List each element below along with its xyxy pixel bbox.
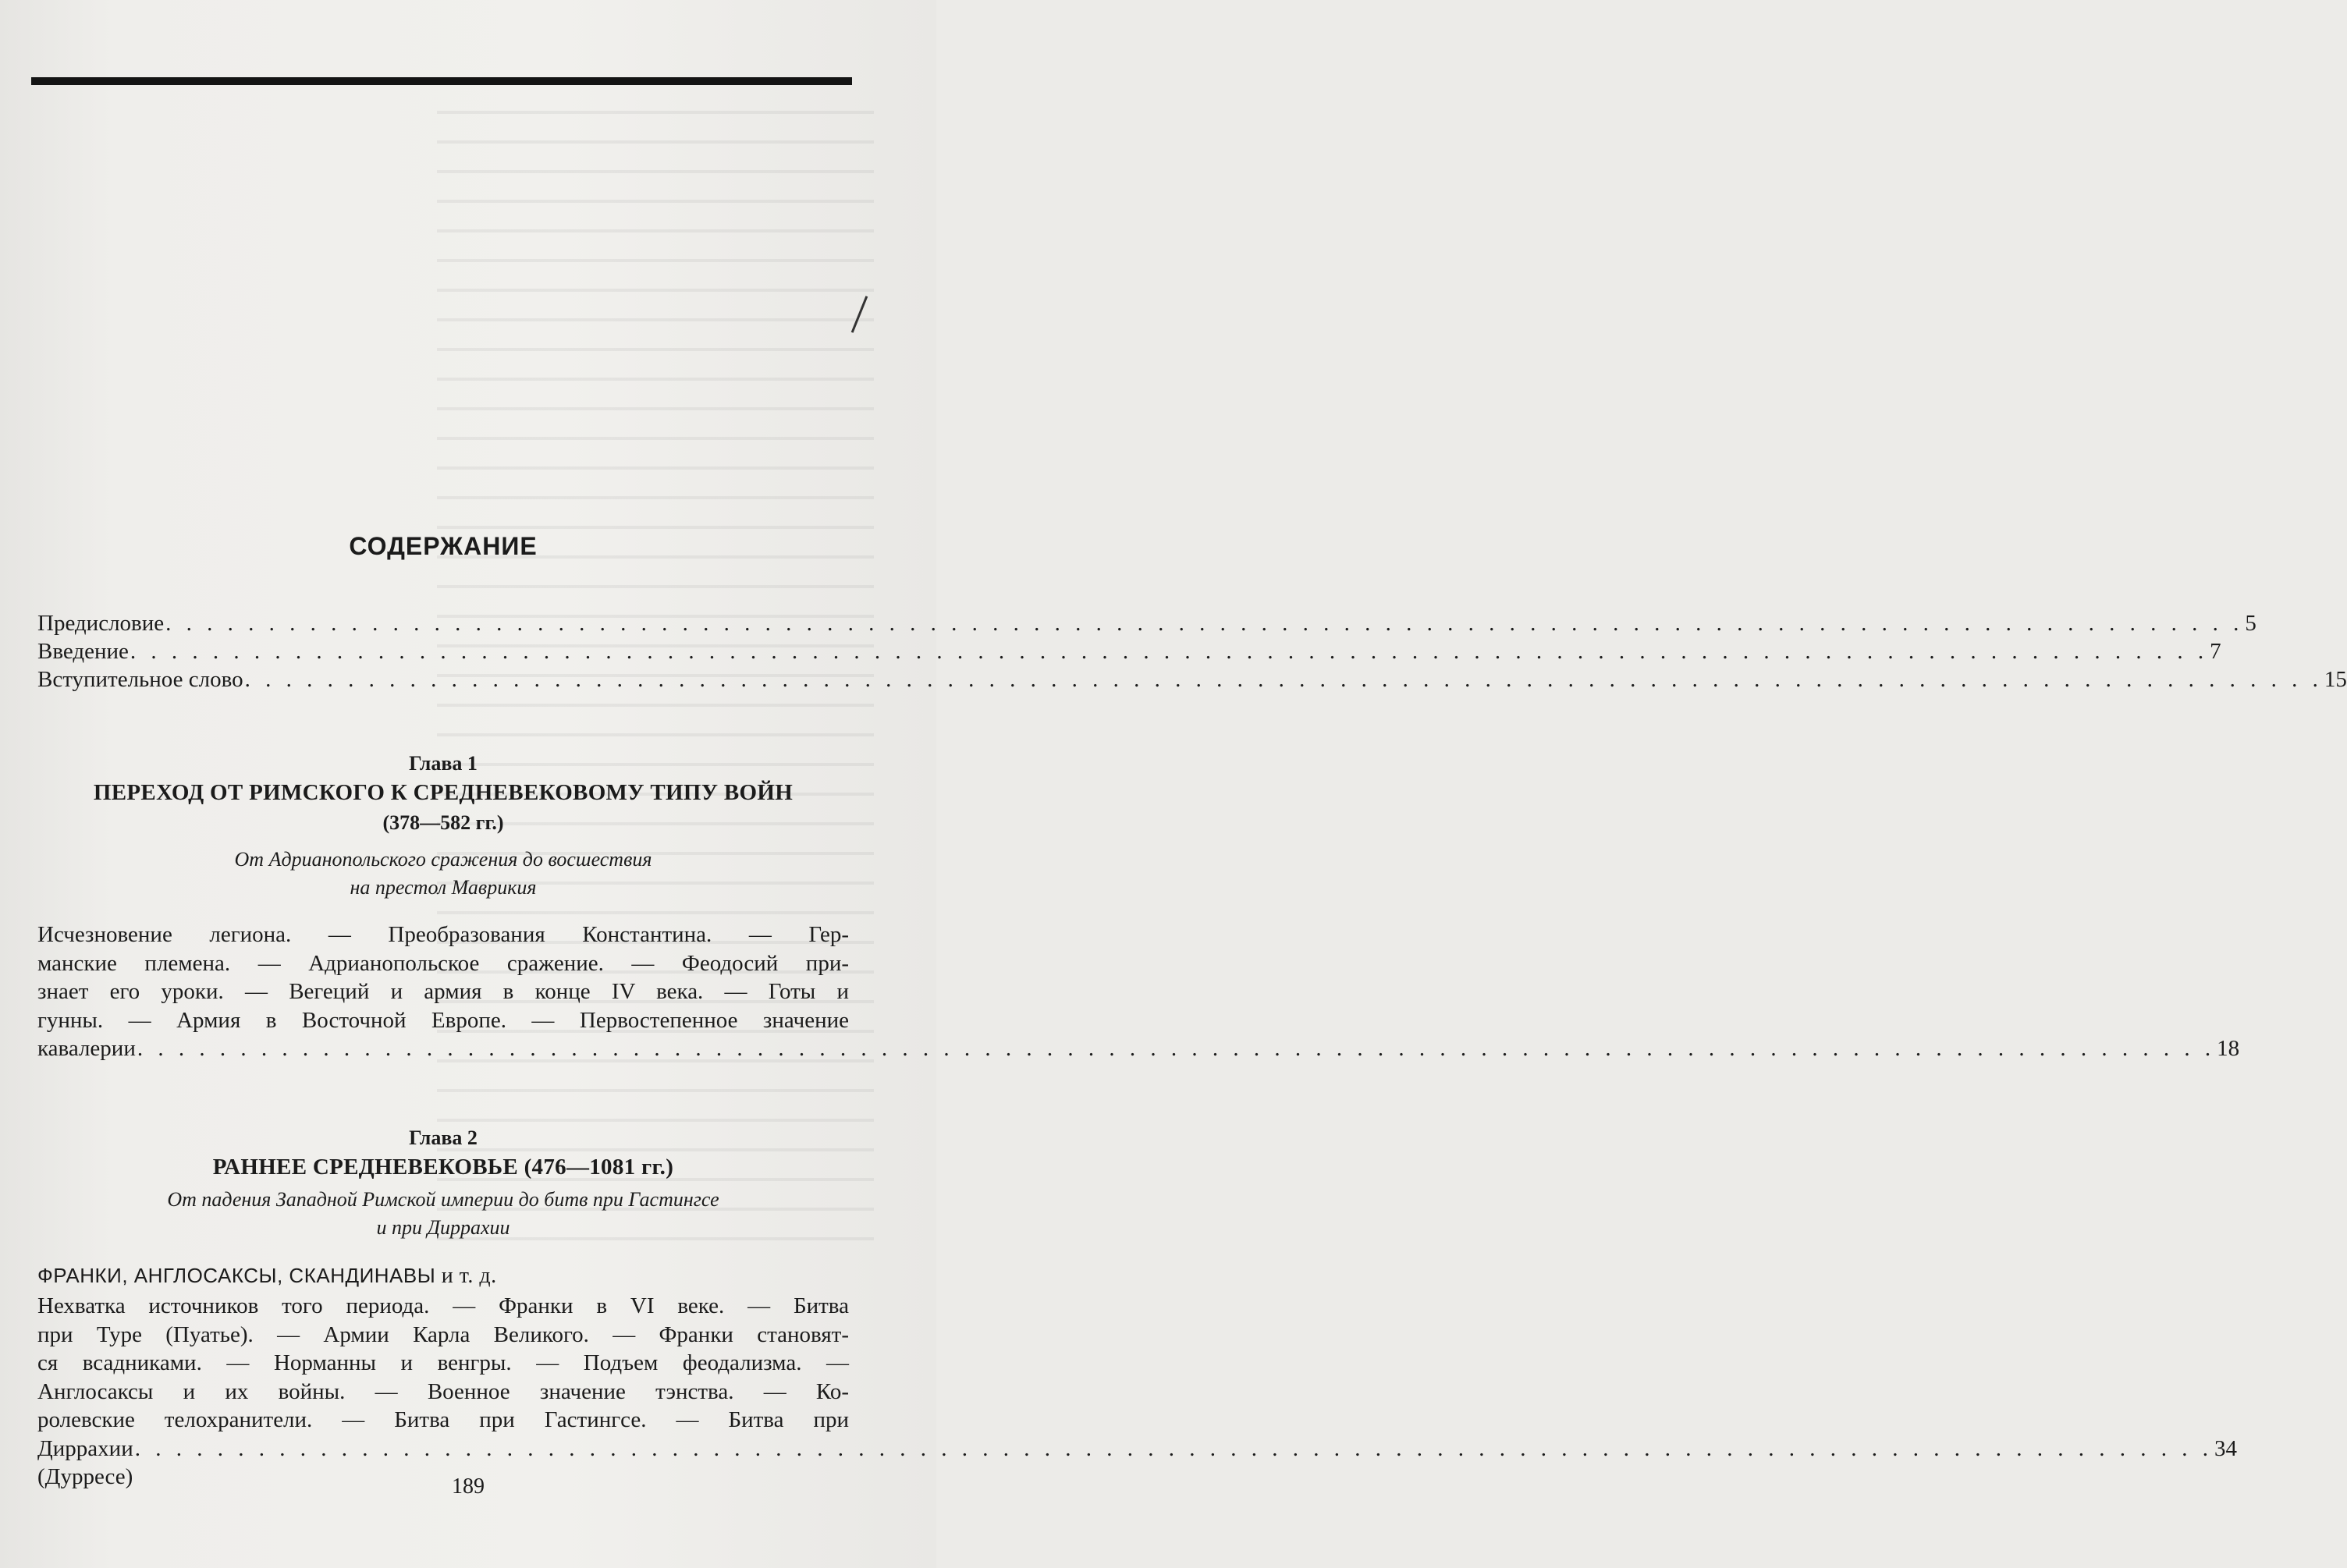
summary-line: кавалерии (37, 1036, 136, 1061)
toc-entry-page: 18 (2217, 1036, 2240, 1061)
summary-line: манские племена. — Адрианопольское сражение. — Феодосий при- (37, 950, 849, 976)
summary-line: ся всадниками. — Норманны и венгры. — Подъем феодализма. — (37, 1350, 849, 1375)
toc-entry-label: Вступительное слово (37, 667, 243, 692)
toc-entry-label: Предисловие (37, 611, 165, 636)
toc-entry-page: 34 (2214, 1435, 2237, 1461)
chapter-1-subtitle (37, 846, 849, 902)
summary-line: гунны. — Армия в Восточной Европе. — Первостепенное значение (37, 1007, 849, 1033)
chapter-2-title[interactable]: РАННЕЕ СРЕДНЕВЕКОВЬЕ (476—1081 гг.) (212, 1155, 674, 1180)
leader-dots: . . . . . . . . . . . . . . . . . . . . . . . . . . . . . . . . . . . . . . . . . . . . . . . . . . . . . . . . . . . . . . . . . . . . . . . . . . . . . . . . . . . . . . . . . . . . . . . . . . . . . (137, 1036, 2216, 1061)
summary-last-line[interactable] (37, 1034, 2240, 1063)
page-title: СОДЕРЖАНИЕ (349, 532, 538, 560)
page-number: 189 (452, 1474, 485, 1499)
toc-entry-page: 7 (2210, 639, 2221, 664)
chapter-2-number: Глава 2 (409, 1126, 478, 1149)
summary-line: ролевские телохранители. — Битва при Гастингсе. — Битва при (37, 1407, 849, 1432)
summary-line: знает его уроки. — Вегеций и армия в конце IV века. — Готы и (37, 979, 849, 1004)
summary-line: Нехватка источников того периода. — Франки в VI веке. — Битва (37, 1293, 849, 1318)
summary-line: Англосаксы и их войны. — Военное значение тэнства. — Ко- (37, 1378, 849, 1404)
toc-entry-label: Введение (37, 639, 129, 664)
toc-entry-opening-word[interactable] (37, 666, 2347, 693)
summary-line: Исчезновение легиона. — Преобразования Константина. — Гер- (37, 922, 849, 947)
chapter-2-summary (37, 1292, 2237, 1492)
leader-dots: . . . . . . . . . . . . . . . . . . . . . . . . . . . . . . . . . . . . . . . . . . . . . . . . . . . . . . . . . . . . . . . . . . . . . . . . . . . . . . . . . . . . . . . . . . . . . . . . . . . . . (130, 639, 2209, 664)
section-heading-suffix: и т. д. (435, 1264, 497, 1288)
toc-entry-preface[interactable] (37, 610, 2256, 637)
leader-dots: . . . . . . . . . . . . . . . . . . . . . . . . . . . . . . . . . . . . . . . . . . . . . . . . . . . . . . . . . . . . . . . . . . . . . . . . . . . . . . . . . . . . . . . . . . . . . . . . . . . . . (165, 611, 2244, 636)
chapter-1-summary (37, 921, 2240, 1063)
leader-dots: . . . . . . . . . . . . . . . . . . . . . . . . . . . . . . . . . . . . . . . . . . . . . . . . . . . . . . . . . . . . . . . . . . . . . . . . . . . . . . . . . . . . . . . . . . . . . . . . . . . . . (244, 667, 2323, 692)
chapter-1-title[interactable]: ПЕРЕХОД ОТ РИМСКОГО К СРЕДНЕВЕКОВОМУ ТИПУ ВОЙН (93, 780, 794, 805)
toc-entry-introduction[interactable] (37, 638, 2221, 665)
subtitle-line: От Адрианопольского сражения до восшествия (234, 848, 652, 871)
chapter-2-subtitle (37, 1186, 849, 1242)
subtitle-line: и при Диррахии (376, 1216, 510, 1239)
subtitle-line: на престол Маврикия (350, 876, 537, 899)
section-heading-text: ФРАНКИ, АНГЛОСАКСЫ, СКАНДИНАВЫ (37, 1264, 436, 1287)
chapter-1-dates: (378—582 гг.) (382, 811, 504, 834)
toc-entry-page: 5 (2245, 611, 2256, 636)
subtitle-line: От падения Западной Римской империи до битв при Гастингсе (167, 1188, 719, 1211)
summary-line: Диррахии (Дурресе) (37, 1435, 133, 1489)
section-heading (37, 1264, 849, 1289)
chapter-1-number: Глава 1 (409, 752, 478, 775)
leader-dots: . . . . . . . . . . . . . . . . . . . . . . . . . . . . . . . . . . . . . . . . . . . . . . . . . . . . . . . . . . . . . . . . . . . . . . . . . . . . . . . . . . . . . . . . . . . . . . . . . . . . . (134, 1435, 2213, 1461)
summary-line: при Туре (Пуатье). — Армии Карла Великого. — Франки становят- (37, 1321, 849, 1347)
toc-entry-page: 15 (2324, 667, 2347, 692)
top-rule (31, 77, 852, 85)
